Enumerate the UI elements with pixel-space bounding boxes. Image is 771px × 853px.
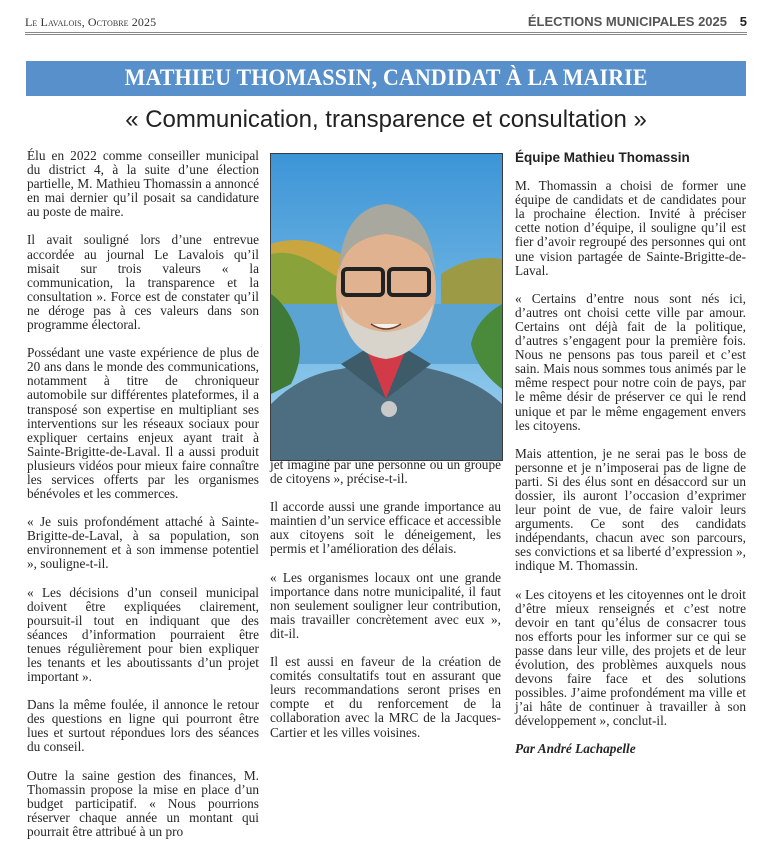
section-title: ÉLECTIONS MUNICIPALES 2025	[527, 14, 727, 29]
article-column-3	[515, 149, 746, 771]
paragraph: Outre la saine gestion des finances, M. Thomassin propose la mise en place d’un budget participatif. « Nous pourrions réserver chaque année un montant qui pourrait être attribué à un pro	[27, 767, 259, 839]
paragraph: « Certains d’entre nous sont nés ici, d’autres ont choisi cette ville par amour. Certains ont déjà fait de la politique, d’autres s’engagent pour la première fois. Nous ne pensons pas tous pareil et c’est sain. Mais nous sommes tous animés par le même respect pour notre coin de pays, par le même désir de préserver ce qui le rend unique et par le même engagement envers les citoyens.	[515, 290, 746, 433]
portrait-illustration	[271, 154, 502, 460]
running-header	[25, 14, 747, 35]
byline: Par André Lachapelle	[515, 741, 636, 757]
paragraph: Possédant une vaste expérience de plus de 20 ans dans le monde des communications, notamment à titre de chroniqueur automobile sur différentes plateformes, il a transposé son expertise en multipliant ses interventions sur les réseaux sociaux pour expliquer certains enjeux ayant trait à Sainte-Brigitte-de-Laval. Il a aussi produit plusieurs vidéos pour mieux faire connaître les services offerts par les organismes bénévoles et les commerces.	[27, 345, 259, 502]
microphone	[381, 401, 397, 417]
article-column-1	[27, 149, 259, 853]
headline: MATHIEU THOMASSIN, CANDIDAT À LA MAIRIE	[124, 65, 648, 91]
paragraph: Mais attention, je ne serai pas le boss de personne et je n’imposerai pas de ligne de parti. Si des élus sont en désaccord sur un dossier, ils auront l’occasion d’exprimer leur point de vue, de faire valoir leurs arguments. Ce sont des candidats indépendants, chacun avec son parcours, ses convictions et sa liberté d’expression », indique M. Thomassin.	[515, 445, 746, 574]
paragraph: « Les organismes locaux ont une grande importance dans notre municipalité, il faut non seulement souligner leur contribution, mais travailler concrètement avec eux », dit-il.	[270, 569, 501, 641]
paragraph: Il accorde aussi une grande importance au maintien d’un service efficace et accessible aux citoyens soit le déneigement, les permis et l’amélioration des délais.	[270, 499, 501, 557]
headline-banner	[26, 61, 746, 96]
paragraph: Il est aussi en faveur de la création de comités consultatifs tout en assurant que leurs recommandations seront prises en compte et du renforcement de la collaboration avec la MRC de la Jacques-Cartier et les villes voisines.	[270, 654, 501, 740]
candidate-photo	[270, 153, 503, 461]
paragraph: Il avait souligné lors d’une entrevue accordée au journal Le Lavalois qu’il misait sur trois valeurs « la communication, la transparence et la consultation ». Force est de constater qu’il ne déroge pas à ces valeurs dans son programme électoral.	[27, 232, 259, 333]
paragraph: Élu en 2022 comme conseiller municipal du district 4, à la suite d’une élection partielle, M. Mathieu Thomassin a annoncé en mai dernier qu’il posait sa candidature au poste de maire.	[27, 148, 259, 220]
paragraph: M. Thomassin a choisi de former une équipe de candidats et de candidates pour la prochaine élection. Invité à préciser cette notion d’équipe, il souligne qu’il est fier d’avoir regroupé des personnes qui ont une vision partagée de Sainte-Brigitte-de-Laval.	[515, 178, 746, 278]
paragraph: « Je suis profondément attaché à Sainte-Brigitte-de-Laval, à sa population, son environnement et à son immense potentiel », souligne-t-il.	[27, 514, 259, 572]
page-number: 5	[739, 14, 747, 29]
subsection-heading: Équipe Mathieu Thomassin	[515, 150, 690, 165]
article-column-2	[270, 458, 501, 754]
paragraph: Dans la même foulée, il annonce le retour des questions en ligne qui pourront être lues et surtout répondues lors des séances du conseil.	[27, 697, 259, 755]
article-subtitle: « Communication, transparence et consultation »	[125, 106, 647, 133]
paragraph: jet imaginé par une personne ou un groupe de citoyens », précise-t-il.	[270, 457, 501, 487]
paragraph: « Les décisions d’un conseil municipal doivent être expliquées clairement, poursuit-il tout en indiquant que des séances d’information pourraient être tenues régulièrement pour bien expliquer les tenants et les aboutissants d’un projet important ».	[27, 584, 259, 685]
publication-date: Le Lavalois, Octobre 2025	[25, 15, 157, 29]
paragraph: « Les citoyens et les citoyennes ont le droit d’être mieux renseignés et c’est notre devoir en tant qu’élus de consacrer tous nos efforts pour les informer sur ce qui se passe dans leur ville, des projets et de leur évolution, des problèmes auxquels nous devons faire face et des solutions possibles. J’aime profondément ma ville et j’ai hâte de continuer à travailler à son développement », conclut-il.	[515, 586, 746, 729]
